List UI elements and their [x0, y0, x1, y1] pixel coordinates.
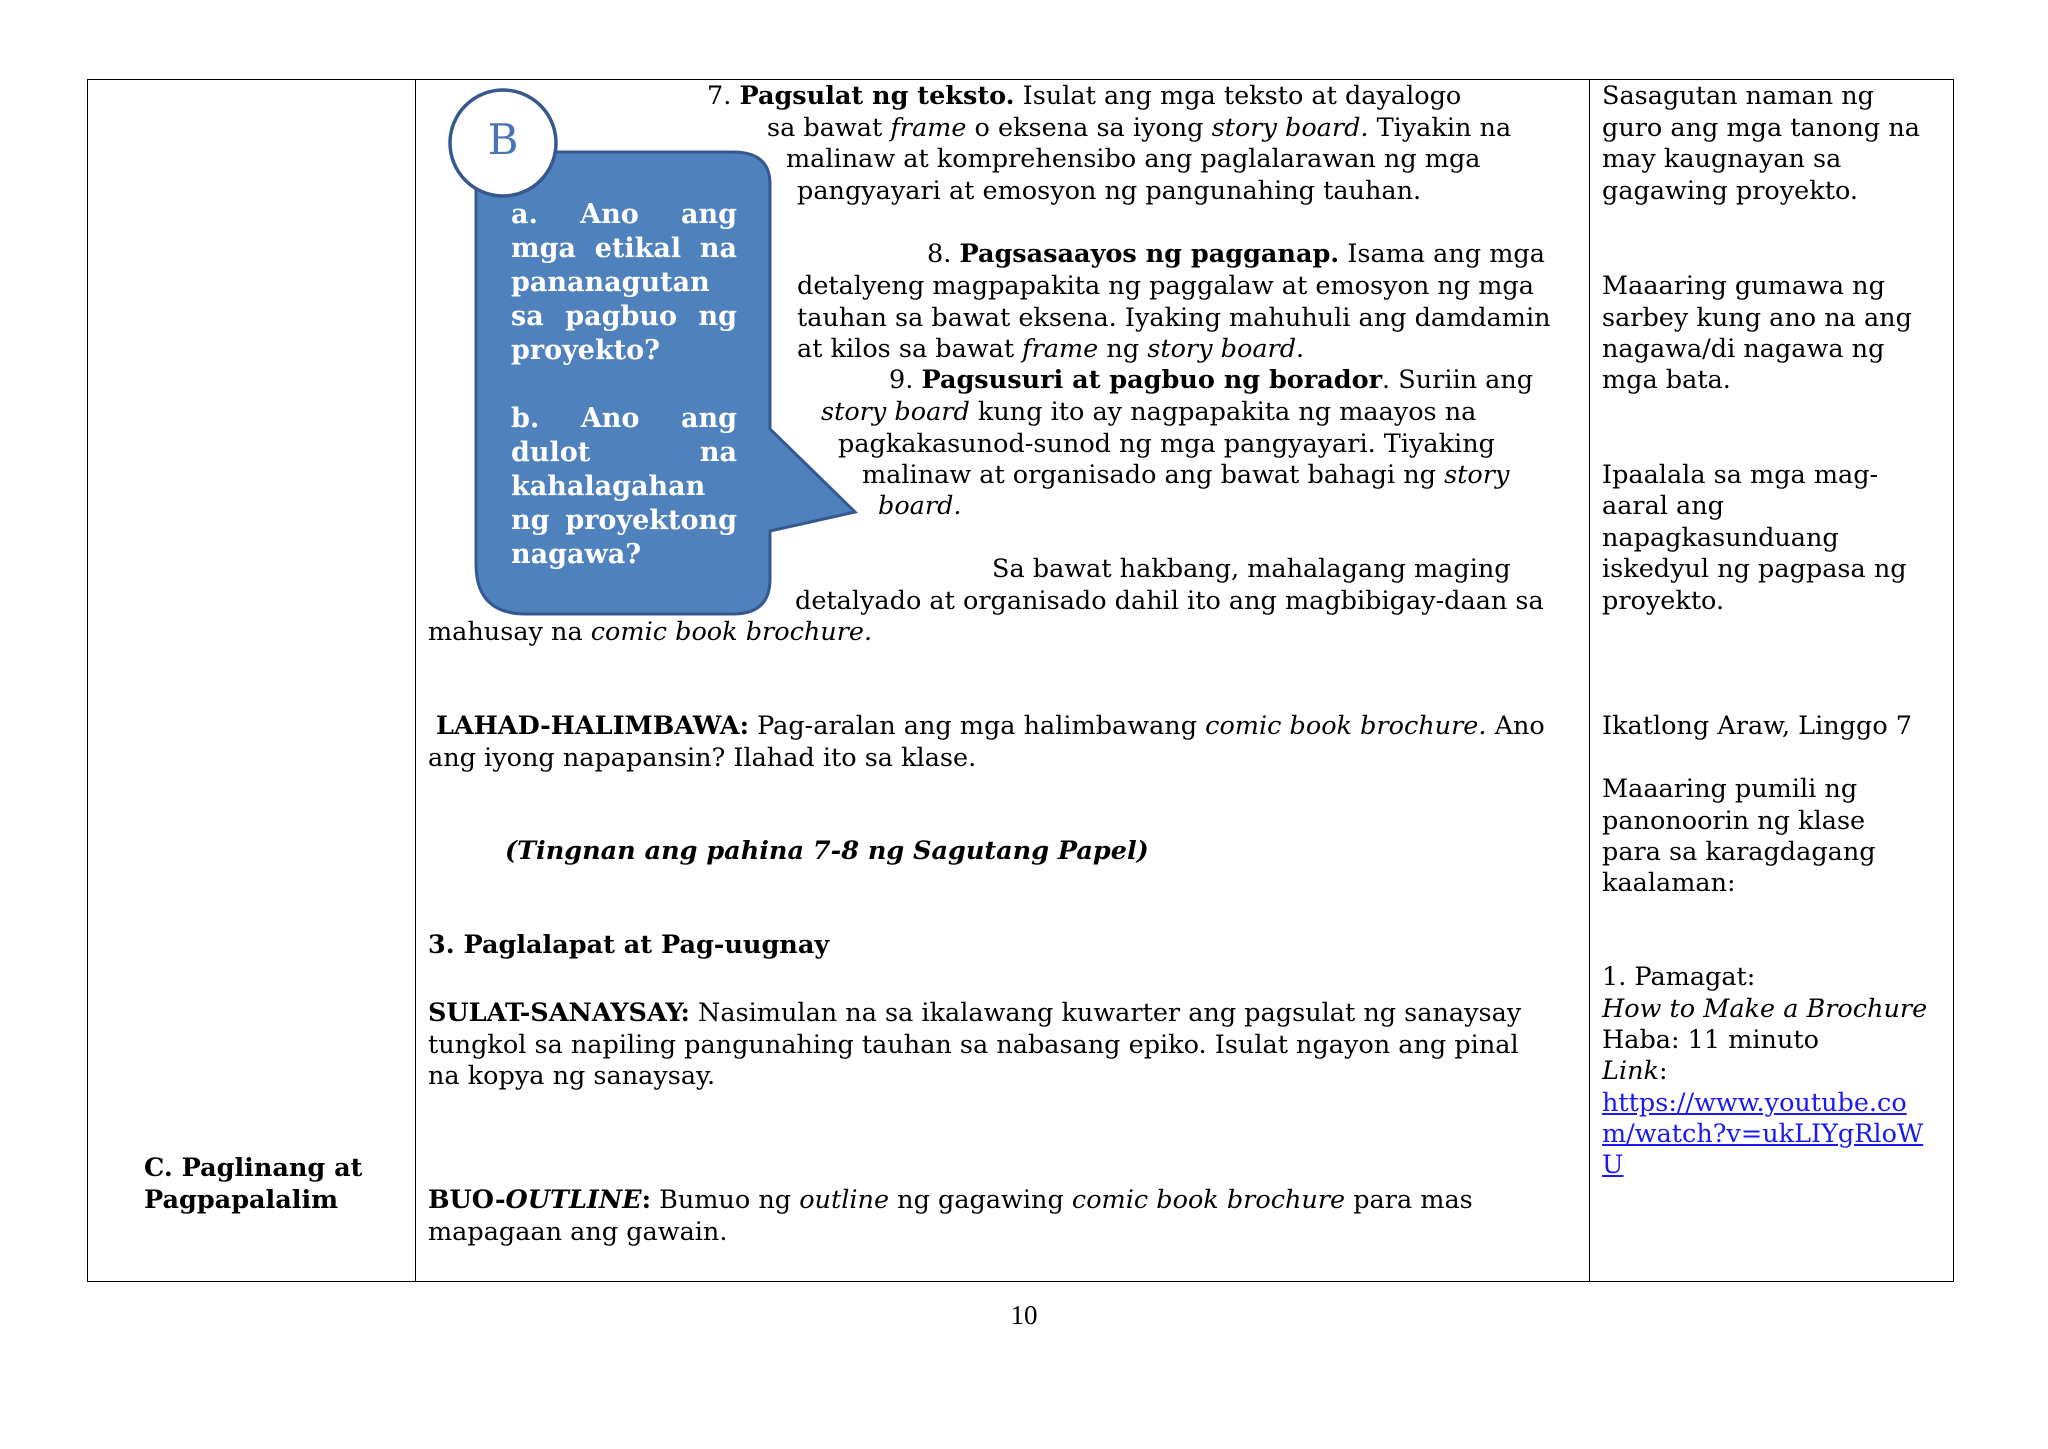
video-duration: Haba: 11 minuto — [1602, 1025, 1819, 1055]
callout-question-a: a. Ano ang mga etikal na pananagutan sa pagbuo ng proyekto? — [511, 199, 737, 366]
step9-line4: malinaw at organisado ang bawat bahagi ng story — [862, 460, 1510, 490]
sagutang-papel-note: (Tingnan ang pahina 7-8 ng Sagutang Papel) — [505, 836, 1149, 866]
right-schedule: Ikatlong Araw, Linggo 7 — [1602, 711, 1912, 741]
right-p3-line3: napagkasunduang — [1602, 523, 1839, 553]
sulat-line3: na kopya ng sanaysay. — [428, 1061, 716, 1091]
section-heading-line1: C. Paglinang at — [144, 1153, 363, 1183]
step8-line4: at kilos sa bawat frame ng story board. — [797, 334, 1305, 364]
step8-line2: detalyeng magpapakita ng paggalaw at emosyon ng mga — [797, 271, 1534, 301]
video-link-label: Link: — [1602, 1056, 1668, 1086]
sulat-line1: SULAT-SANAYSAY: Nasimulan na sa ikalawang kuwarter ang pagsulat ng sanaysay — [428, 998, 1522, 1028]
step9-line5: board. — [878, 491, 962, 521]
closing-line1: Sa bawat hakbang, mahalagang maging — [992, 554, 1511, 584]
column-divider-1 — [415, 79, 416, 1282]
buo-line1: BUO-OUTLINE: Bumuo ng outline ng gagawing comic book brochure para mas — [428, 1185, 1473, 1215]
video-number-title-label: 1. Pamagat: — [1602, 962, 1756, 992]
column-divider-2 — [1589, 79, 1590, 1282]
right-p2-line2: sarbey kung ano na ang — [1602, 303, 1912, 333]
right-p5-line2: panonoorin ng klase — [1602, 806, 1866, 836]
section-heading-line2: Pagpapalalim — [144, 1185, 339, 1215]
right-p5-line4: kaalaman: — [1602, 868, 1736, 898]
right-p3-line4: iskedyul ng pagpasa ng — [1602, 554, 1907, 584]
step9-line2: story board kung ito ay nagpapakita ng maayos na — [821, 397, 1477, 427]
lahad-line1: LAHAD-HALIMBAWA: Pag-aralan ang mga halimbawang comic book brochure. Ano — [436, 711, 1545, 741]
right-p3-line2: aaral ang — [1602, 491, 1725, 521]
closing-line3: mahusay na comic book brochure. — [428, 617, 873, 647]
step8-line1: 8. Pagsasaayos ng pagganap. Isama ang mga — [927, 239, 1545, 269]
callout-question-b: b. Ano ang dulot na kahalagahan ng proyektong nagawa? — [511, 403, 737, 570]
right-p1-line1: Sasagutan naman ng — [1602, 81, 1874, 111]
step7-line3: malinaw at komprehensibo ang paglalarawan ng mga — [786, 144, 1481, 174]
video-url-line1[interactable]: https://www.youtube.co — [1602, 1088, 1907, 1118]
closing-line2: detalyado at organisado dahil ito ang magbibigay-daan sa — [795, 586, 1544, 616]
step9-line1: 9. Pagsusuri at pagbuo ng borador. Suriin ang — [889, 365, 1534, 395]
step7-line1: 7. Pagsulat ng teksto. Isulat ang mga teksto at dayalogo — [707, 81, 1462, 111]
lahad-line2: ang iyong napapansin? Ilahad ito sa klase. — [428, 743, 977, 773]
right-p2-line1: Maaaring gumawa ng — [1602, 271, 1885, 301]
right-p1-line2: guro ang mga tanong na — [1602, 113, 1920, 143]
video-url-line2[interactable]: m/watch?v=ukLIYgRloW — [1602, 1119, 1924, 1149]
video-title: How to Make a Brochure — [1602, 994, 1928, 1024]
step7-line4: pangyayari at emosyon ng pangunahing tauhan. — [797, 176, 1422, 206]
right-p5-line1: Maaaring pumili ng — [1602, 774, 1858, 804]
step7-line2: sa bawat frame o eksena sa iyong story board. Tiyakin na — [767, 113, 1512, 143]
right-p2-line3: nagawa/di nagawa ng — [1602, 334, 1885, 364]
page-number: 10 — [1010, 1300, 1038, 1330]
callout-questions — [511, 198, 737, 572]
step8-line3: tauhan sa bawat eksena. Iyaking mahuhuli ang damdamin — [797, 303, 1551, 333]
buo-line2: mapagaan ang gawain. — [428, 1217, 728, 1247]
video-url-line3[interactable]: U — [1602, 1150, 1624, 1180]
right-p5-line3: para sa karagdagang — [1602, 837, 1876, 867]
right-p3-line5: proyekto. — [1602, 586, 1725, 616]
step9-line3: pagkakasunod-sunod ng mga pangyayari. Tiyaking — [838, 429, 1495, 459]
right-p3-line1: Ipaalala sa mga mag- — [1602, 460, 1879, 490]
right-p2-line4: mga bata. — [1602, 365, 1731, 395]
sulat-line2: tungkol sa napiling pangunahing tauhan sa nabasang epiko. Isulat ngayon ang pinal — [428, 1030, 1519, 1060]
right-p1-line3: may kaugnayan sa — [1602, 144, 1842, 174]
subsection-heading: 3. Paglalapat at Pag-uugnay — [428, 930, 830, 960]
callout-letter-badge: B — [487, 115, 519, 164]
right-p1-line4: gagawing proyekto. — [1602, 176, 1858, 206]
